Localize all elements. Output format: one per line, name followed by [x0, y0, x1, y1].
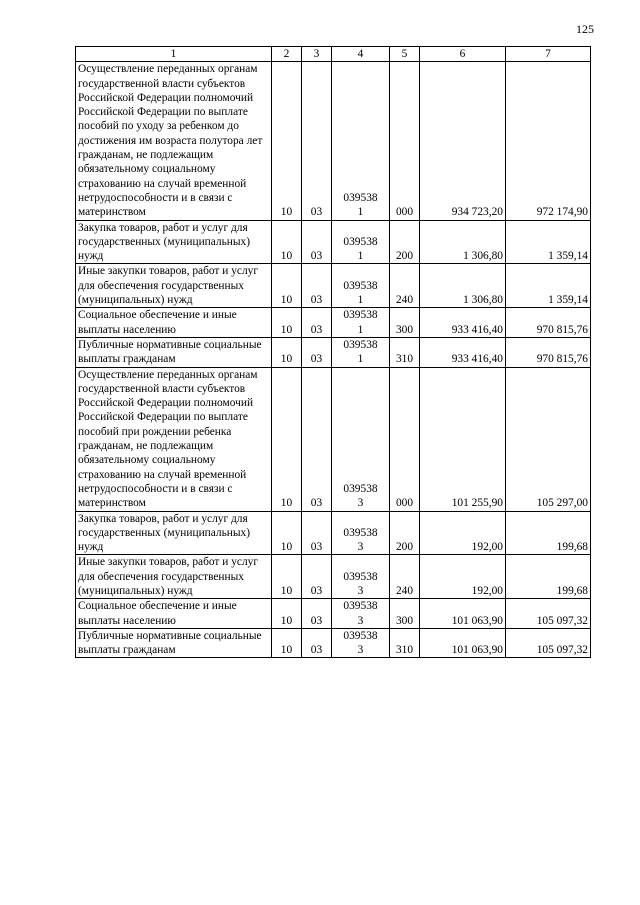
amount-year-1: 101 063,90	[420, 599, 506, 629]
section-code: 10	[272, 511, 302, 555]
target-article-code	[332, 555, 390, 599]
target-article-code-part2: 3	[357, 644, 364, 657]
table-row	[76, 628, 591, 658]
expense-type-code: 240	[390, 264, 420, 308]
table-row	[76, 337, 591, 367]
target-article-code-part1: 039538	[343, 482, 378, 495]
expense-name: Публичные нормативные социальные выплаты гражданам	[76, 337, 272, 367]
target-article-code-part1: 039538	[343, 629, 378, 642]
target-article-code-part1: 039538	[343, 191, 378, 204]
table-row	[76, 599, 591, 629]
expense-type-code: 310	[390, 337, 420, 367]
amount-year-1: 1 306,80	[420, 264, 506, 308]
amount-year-2: 970 815,76	[506, 337, 591, 367]
subsection-code: 03	[302, 62, 332, 220]
section-code: 10	[272, 599, 302, 629]
target-article-code-part2: 1	[357, 353, 364, 366]
subsection-code: 03	[302, 511, 332, 555]
table-row	[76, 220, 591, 264]
expense-name: Закупка товаров, работ и услуг для государственных (муниципальных) нужд	[76, 511, 272, 555]
target-article-code-part1: 039538	[343, 279, 378, 292]
target-article-code-part1: 039538	[343, 338, 378, 351]
expense-name: Публичные нормативные социальные выплаты гражданам	[76, 628, 272, 658]
target-article-code	[332, 599, 390, 629]
section-code: 10	[272, 367, 302, 511]
target-article-code-part1: 039538	[343, 526, 378, 539]
target-article-code-part2: 1	[357, 323, 364, 336]
expense-name: Социальное обеспечение и иные выплаты населению	[76, 599, 272, 629]
target-article-code-part1: 039538	[343, 600, 378, 613]
amount-year-2: 970 815,76	[506, 308, 591, 338]
target-article-code-part2: 1	[357, 294, 364, 307]
column-header: 4	[332, 47, 390, 62]
amount-year-1: 101 255,90	[420, 367, 506, 511]
table-row	[76, 264, 591, 308]
expense-type-code: 200	[390, 511, 420, 555]
table-row	[76, 367, 591, 511]
amount-year-1: 101 063,90	[420, 628, 506, 658]
target-article-code	[332, 511, 390, 555]
target-article-code-part1: 039538	[343, 235, 378, 248]
amount-year-2: 105 097,32	[506, 628, 591, 658]
subsection-code: 03	[302, 628, 332, 658]
target-article-code	[332, 367, 390, 511]
amount-year-1: 933 416,40	[420, 308, 506, 338]
column-header: 3	[302, 47, 332, 62]
target-article-code-part2: 1	[357, 250, 364, 263]
expense-type-code: 300	[390, 308, 420, 338]
target-article-code	[332, 628, 390, 658]
amount-year-2: 1 359,14	[506, 220, 591, 264]
target-article-code-part2: 3	[357, 614, 364, 627]
section-code: 10	[272, 264, 302, 308]
table-row	[76, 62, 591, 220]
target-article-code-part1: 039538	[343, 570, 378, 583]
amount-year-1: 192,00	[420, 511, 506, 555]
target-article-code-part1: 039538	[343, 309, 378, 322]
target-article-code	[332, 220, 390, 264]
target-article-code-part2: 3	[357, 541, 364, 554]
expense-name: Социальное обеспечение и иные выплаты населению	[76, 308, 272, 338]
table-row	[76, 555, 591, 599]
expense-type-code: 240	[390, 555, 420, 599]
section-code: 10	[272, 628, 302, 658]
target-article-code	[332, 308, 390, 338]
subsection-code: 03	[302, 599, 332, 629]
subsection-code: 03	[302, 308, 332, 338]
amount-year-1: 934 723,20	[420, 62, 506, 220]
expense-type-code: 310	[390, 628, 420, 658]
amount-year-2: 105 097,32	[506, 599, 591, 629]
table-row	[76, 511, 591, 555]
subsection-code: 03	[302, 555, 332, 599]
target-article-code-part2: 3	[357, 584, 364, 597]
amount-year-1: 192,00	[420, 555, 506, 599]
amount-year-1: 1 306,80	[420, 220, 506, 264]
target-article-code-part2: 3	[357, 497, 364, 510]
table-row	[76, 308, 591, 338]
expense-type-code: 000	[390, 367, 420, 511]
page-number: 125	[576, 22, 594, 36]
amount-year-2: 105 297,00	[506, 367, 591, 511]
column-header: 2	[272, 47, 302, 62]
expense-name: Закупка товаров, работ и услуг для государственных (муниципальных) нужд	[76, 220, 272, 264]
subsection-code: 03	[302, 264, 332, 308]
expense-type-code: 300	[390, 599, 420, 629]
amount-year-2: 199,68	[506, 555, 591, 599]
target-article-code	[332, 264, 390, 308]
column-header: 7	[506, 47, 591, 62]
section-code: 10	[272, 308, 302, 338]
subsection-code: 03	[302, 220, 332, 264]
amount-year-1: 933 416,40	[420, 337, 506, 367]
column-header: 5	[390, 47, 420, 62]
expense-type-code: 200	[390, 220, 420, 264]
expense-name: Иные закупки товаров, работ и услуг для обеспечения государственных (муниципальных) нужд	[76, 555, 272, 599]
target-article-code-part2: 1	[357, 206, 364, 219]
column-header: 1	[76, 47, 272, 62]
column-header: 6	[420, 47, 506, 62]
section-code: 10	[272, 337, 302, 367]
expense-name: Иные закупки товаров, работ и услуг для обеспечения государственных (муниципальных) нужд	[76, 264, 272, 308]
section-code: 10	[272, 555, 302, 599]
target-article-code	[332, 62, 390, 220]
header-row	[76, 47, 591, 62]
amount-year-2: 199,68	[506, 511, 591, 555]
expense-name: Осуществление переданных органам государственной власти субъектов Российской Федерации полномочий Российской Федерации по выплате пособий по уходу за ребенком до достижения им возраста полутора лет гражданам, не подлежащим обязательному социальному страхованию на случай временной нетрудоспособности и в связи с материнством	[76, 62, 272, 220]
amount-year-2: 972 174,90	[506, 62, 591, 220]
expense-type-code: 000	[390, 62, 420, 220]
target-article-code	[332, 337, 390, 367]
section-code: 10	[272, 220, 302, 264]
amount-year-2: 1 359,14	[506, 264, 591, 308]
subsection-code: 03	[302, 337, 332, 367]
section-code: 10	[272, 62, 302, 220]
expense-name: Осуществление переданных органам государственной власти субъектов Российской Федерации полномочий Российской Федерации по выплате пособий при рождении ребенка гражданам, не подлежащим обязательному социальному страхованию на случай временной нетрудоспособности и в связи с материнством	[76, 367, 272, 511]
budget-table	[75, 46, 591, 658]
subsection-code: 03	[302, 367, 332, 511]
